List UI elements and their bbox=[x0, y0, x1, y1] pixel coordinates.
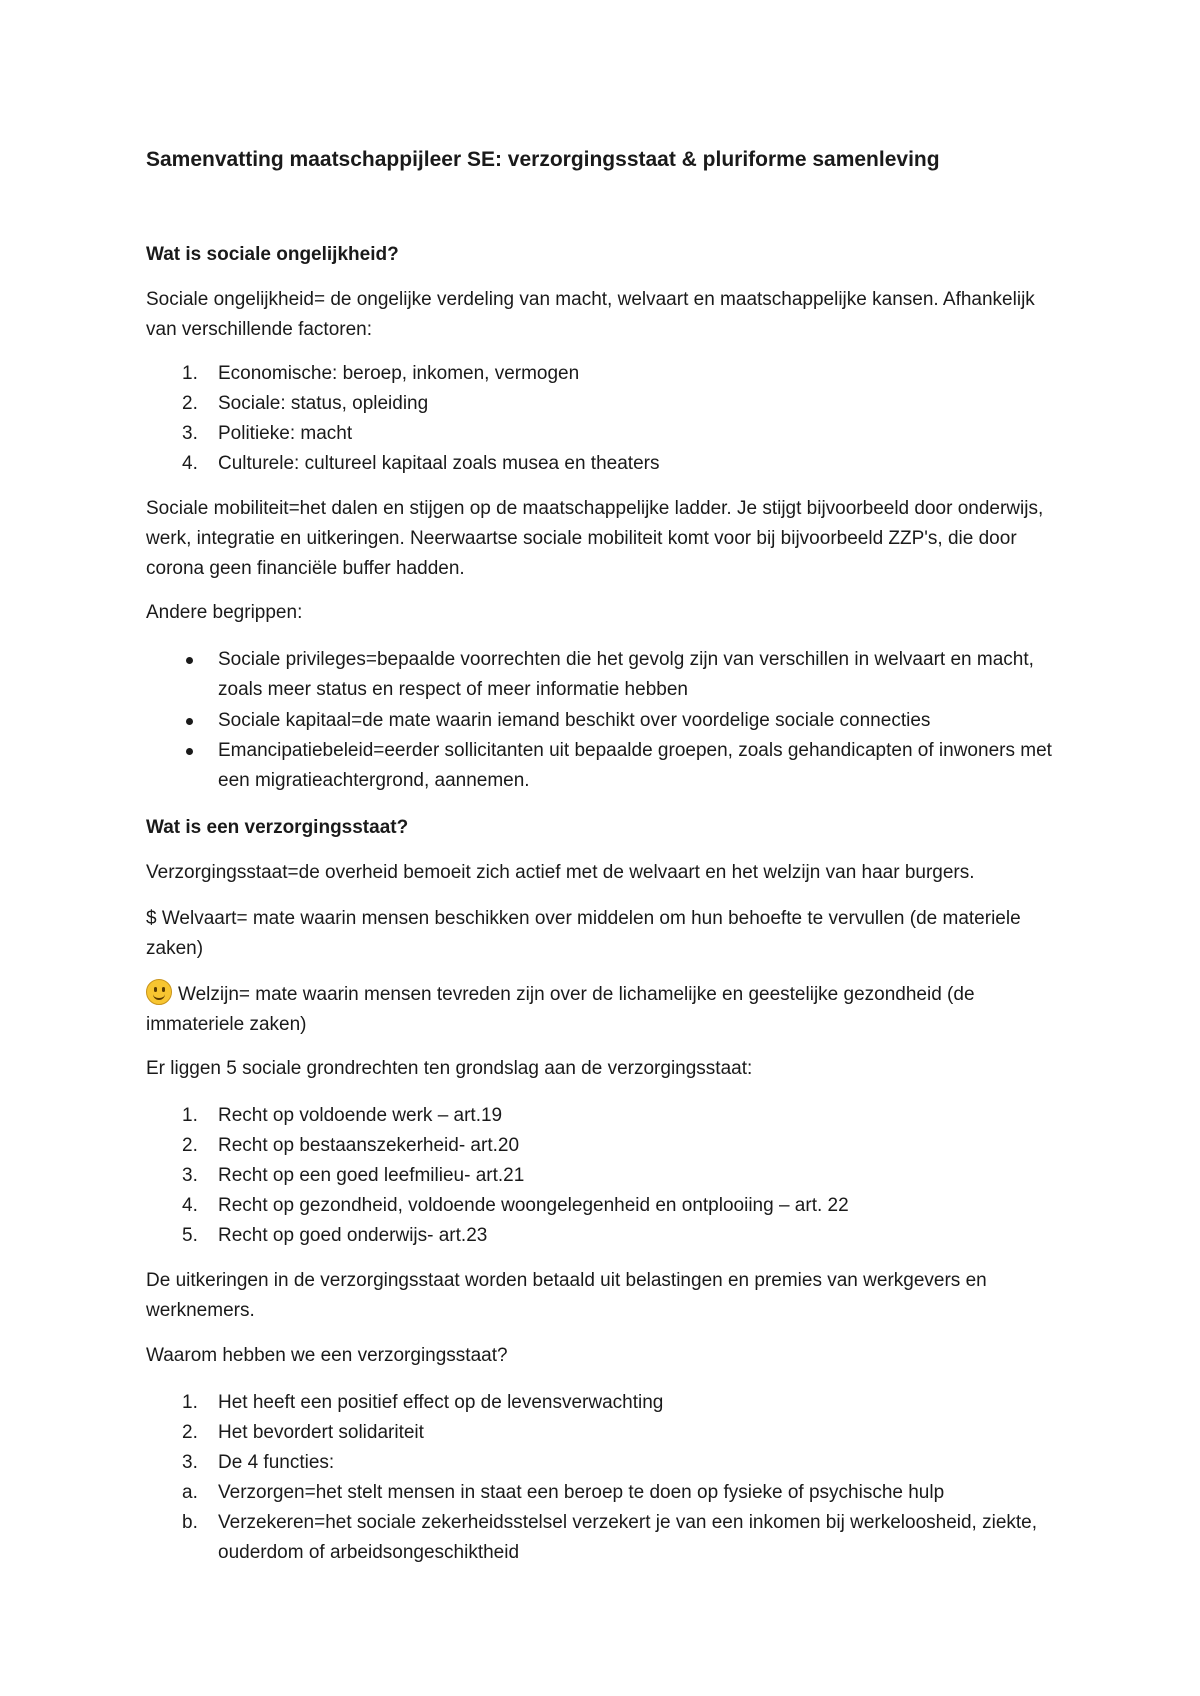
paragraph-welfare-state-definition: Verzorgingsstaat=de overheid bemoeit zich actief met de welvaart en het welzijn van haar burgers. bbox=[146, 862, 975, 883]
bullet-item: Sociale privileges=bepaalde voorrechten die het gevolg zijn van verschillen in welvaart en macht, zoals meer status en respect of meer informatie hebben bbox=[218, 649, 1034, 700]
heading-welfare-state: Wat is een verzorgingsstaat? bbox=[146, 817, 409, 838]
list-item: a. Verzorgen=het stelt mensen in staat een beroep te doen op fysieke of psychische hulp bbox=[182, 1482, 945, 1503]
paragraph-why-question: Waarom hebben we een verzorgingsstaat? bbox=[146, 1345, 508, 1366]
list-item: 1. Recht op voldoende werk – art.19 bbox=[182, 1105, 503, 1126]
paragraph-rights-intro: Er liggen 5 sociale grondrechten ten grondslag aan de verzorgingsstaat: bbox=[146, 1058, 753, 1079]
paragraph-welvaart: $ Welvaart= mate waarin mensen beschikken over middelen om hun behoefte te vervullen (de materiele zaken) bbox=[146, 908, 1021, 959]
list-item: 2. Het bevordert solidariteit bbox=[182, 1422, 424, 1443]
list-item: 1. Het heeft een positief effect op de levensverwachting bbox=[182, 1392, 664, 1413]
list-item: 4. Culturele: cultureel kapitaal zoals musea en theaters bbox=[182, 453, 660, 474]
smiley-icon bbox=[146, 979, 172, 1005]
list-item: 3. De 4 functies: bbox=[182, 1452, 335, 1473]
paragraph-social-mobility: Sociale mobiliteit=het dalen en stijgen op de maatschappelijke ladder. Je stijgt bijvoorbeeld door onderwijs, werk, integratie en uitkeringen. Neerwaartse sociale mobiliteit komt voor bij bijvoorbeeld ZZP's, die door corona geen financiële buffer hadden. bbox=[146, 498, 1044, 579]
list-item: b. Verzekeren=het sociale zekerheidsstelsel verzekert je van een inkomen bij werkeloosheid, ziekte, ouderdom of arbeidsongeschiktheid bbox=[182, 1512, 1038, 1563]
paragraph-other-terms-label: Andere begrippen: bbox=[146, 602, 303, 623]
list-item: 3. Politieke: macht bbox=[182, 423, 353, 444]
paragraph-welzijn: Welzijn= mate waarin mensen tevreden zijn over de lichamelijke en geestelijke gezondheid (de immateriele zaken) bbox=[146, 979, 1066, 1040]
list-item: 2. Recht op bestaanszekerheid- art.20 bbox=[182, 1135, 520, 1156]
list-item: 3. Recht op een goed leefmilieu- art.21 bbox=[182, 1165, 525, 1186]
list-item: 2. Sociale: status, opleiding bbox=[182, 393, 429, 414]
list-item: 4. Recht op gezondheid, voldoende woongelegenheid en ontplooiing – art. 22 bbox=[182, 1195, 849, 1216]
bullet-item: Emancipatiebeleid=eerder sollicitanten uit bepaalde groepen, zoals gehandicapten of inwoners met een migratieachtergrond, aannemen. bbox=[218, 740, 1052, 791]
bullet-item: Sociale kapitaal=de mate waarin iemand beschikt over voordelige sociale connecties bbox=[218, 710, 931, 731]
paragraph-benefits-funding: De uitkeringen in de verzorgingsstaat worden betaald uit belastingen en premies van werkgevers en werknemers. bbox=[146, 1270, 987, 1321]
list-item: 5. Recht op goed onderwijs- art.23 bbox=[182, 1225, 488, 1246]
paragraph-inequality-definition: Sociale ongelijkheid= de ongelijke verdeling van macht, welvaart en maatschappelijke kansen. Afhankelijk van verschillende factoren: bbox=[146, 289, 1035, 340]
document-title: Samenvatting maatschappijleer SE: verzorgingsstaat & pluriforme samenleving bbox=[146, 148, 940, 171]
list-item: 1. Economische: beroep, inkomen, vermogen bbox=[182, 363, 580, 384]
heading-social-inequality: Wat is sociale ongelijkheid? bbox=[146, 244, 399, 265]
